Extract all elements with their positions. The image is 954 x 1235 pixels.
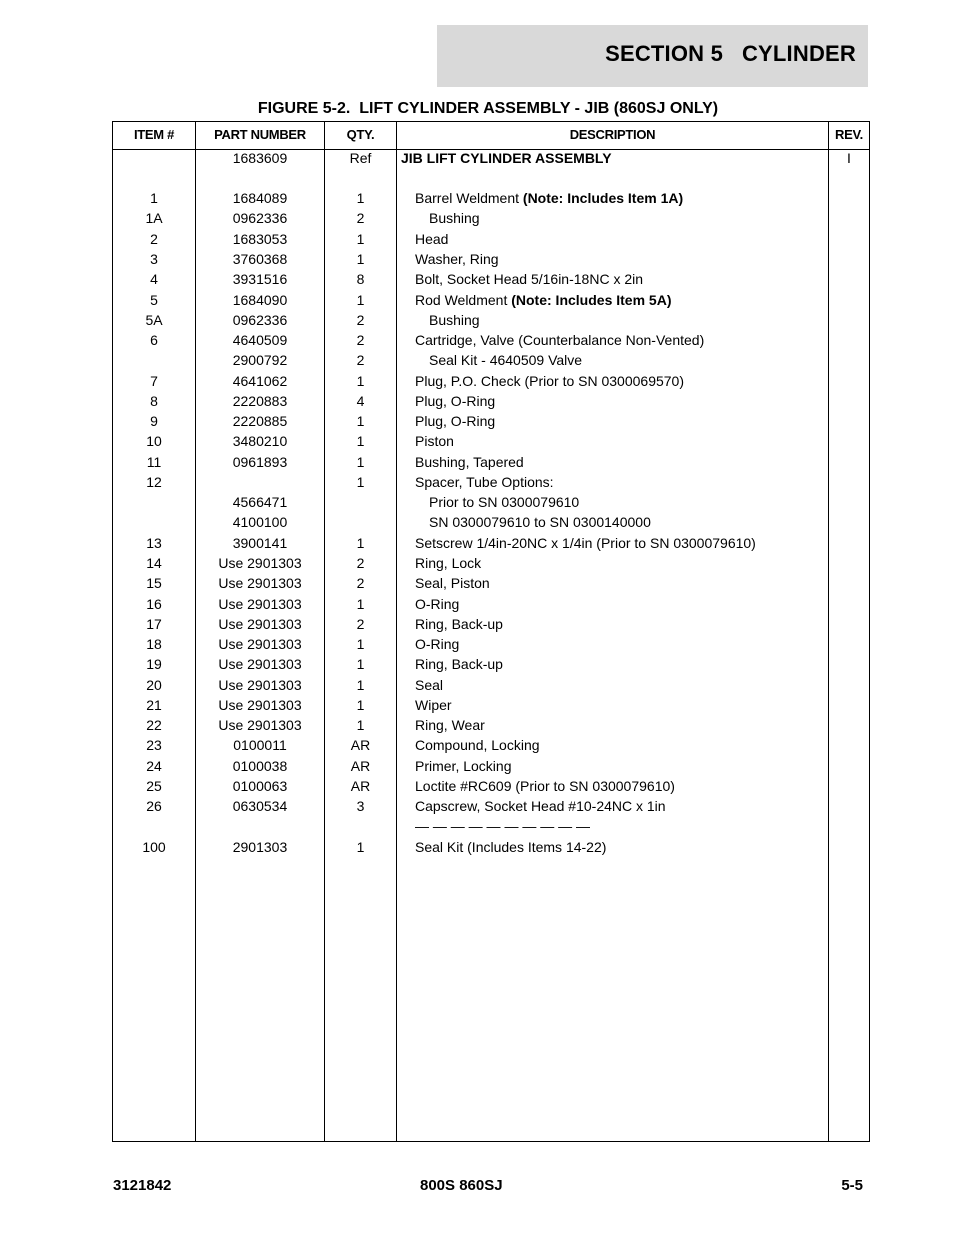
quantity: 1 [356,433,365,449]
figure-title: FIGURE 5-2. LIFT CYLINDER ASSEMBLY - JIB (860SJ ONLY) [257,100,719,117]
description-text: Barrel Weldment [415,190,523,206]
description [415,330,825,350]
description-text: Ring, Back-up [415,616,503,632]
table-row [113,229,869,249]
header-item: ITEM # [133,127,175,142]
item-number: 6 [150,332,158,348]
description [415,229,825,249]
part-number: 3480210 [232,433,288,449]
description [415,816,825,836]
description [429,492,839,512]
item-number: 4 [150,271,158,287]
table-row [113,269,869,289]
item-number: 26 [146,798,162,814]
item-number: 23 [146,737,162,753]
quantity: Ref [349,150,372,166]
description [415,188,825,208]
part-number: 1684090 [232,292,288,308]
part-number: 2900792 [232,352,288,368]
description [401,148,811,168]
part-number: 1683053 [232,231,288,247]
description-text: Head [415,231,449,247]
item-number: 100 [142,839,166,855]
description [415,654,825,674]
quantity: 2 [356,210,365,226]
description-text: Plug, O-Ring [415,393,496,409]
part-number: 3760368 [232,251,288,267]
part-number: 0961893 [232,454,288,470]
item-number: 15 [146,575,162,591]
description-text: Compound, Locking [415,737,540,753]
quantity: 1 [356,190,365,206]
part-number: 3931516 [232,271,288,287]
table-row [113,512,869,532]
table-row [113,431,869,451]
header-part-number: PART NUMBER [214,127,306,142]
description [415,290,825,310]
item-number: 11 [146,454,162,470]
description-text: Cartridge, Valve (Counterbalance Non-Vented) [415,332,705,348]
item-number: 21 [146,697,162,713]
description-text: Piston [415,433,454,449]
description-text: Seal [415,677,444,693]
part-number: 0100063 [232,778,288,794]
description [415,391,825,411]
description-text: Setscrew 1/4in-20NC x 1/4in (Prior to SN 0300079610) [415,535,756,551]
part-number: Use 2901303 [218,575,302,591]
description-text: Bushing, Tapered [415,454,524,470]
description [415,735,825,755]
part-number: Use 2901303 [218,677,302,693]
quantity: 1 [356,677,365,693]
description [415,594,825,614]
table-row [113,330,869,350]
quantity: 1 [356,839,365,855]
table-row [113,533,869,553]
description [415,249,825,269]
description-text: Ring, Lock [415,555,482,571]
part-number: 2220883 [232,393,288,409]
item-number: 17 [146,616,162,632]
table-row [113,735,869,755]
description-text: Rod Weldment [415,292,512,308]
table-row [113,411,869,431]
footer-model: 800S 860SJ [420,1177,503,1194]
part-number: 4566471 [232,494,288,510]
item-number: 16 [146,596,162,612]
description-text: — — — — — — — — — — [415,818,591,834]
table-row [113,249,869,269]
part-number: 1683609 [232,150,288,166]
description [415,837,825,857]
quantity: 2 [356,575,365,591]
description [415,411,825,431]
table-row [113,391,869,411]
quantity: 1 [356,373,365,389]
table-row [113,472,869,492]
description [415,431,825,451]
item-number: 14 [146,555,162,571]
item-number: 1A [145,210,163,226]
description-text: SN 0300079610 to SN 0300140000 [429,514,651,530]
item-number: 5 [150,292,158,308]
parts-table [112,121,870,1142]
part-number: 4640509 [232,332,288,348]
description-text: Bushing [429,312,480,328]
description-text: Loctite #RC609 (Prior to SN 0300079610) [415,778,675,794]
quantity: 2 [356,616,365,632]
table-row [113,756,869,776]
description [429,350,839,370]
item-number: 5A [145,312,163,328]
part-number: 0630534 [232,798,288,814]
header-qty: QTY. [346,127,375,142]
quantity: 1 [356,697,365,713]
quantity: 4 [356,393,365,409]
description-text: Plug, O-Ring [415,413,496,429]
description-text: Seal, Piston [415,575,490,591]
description-text: Wiper [415,697,452,713]
table-row [113,371,869,391]
quantity: 1 [356,474,365,490]
table-row [113,654,869,674]
quantity: 2 [356,332,365,348]
table-row [113,290,869,310]
quantity: 2 [356,352,365,368]
description [429,512,839,532]
table-row [113,594,869,614]
description [415,452,825,472]
table-row [113,796,869,816]
table-row [113,310,869,330]
description-text: Plug, P.O. Check (Prior to SN 0300069570) [415,373,685,389]
item-number: 13 [146,535,162,551]
description [429,310,839,330]
quantity: 1 [356,717,365,733]
description-text: O-Ring [415,636,460,652]
description-text: Capscrew, Socket Head #10-24NC x 1in [415,798,666,814]
table-row [113,188,869,208]
item-number: 10 [146,433,162,449]
revision: I [847,150,851,166]
description [415,371,825,391]
description-text: O-Ring [415,596,460,612]
quantity: 1 [356,292,365,308]
description-note: (Note: Includes Item 1A) [522,190,684,206]
quantity: 2 [356,312,365,328]
description [415,715,825,735]
header-rev: REV. [835,127,863,142]
table-row [113,492,869,512]
part-number: 1684089 [232,190,288,206]
table-row [113,715,869,735]
part-number: 0962336 [232,210,288,226]
description [415,472,825,492]
quantity: 1 [356,656,365,672]
table-row [113,573,869,593]
description-text: Ring, Wear [415,717,485,733]
table-row [113,675,869,695]
quantity: AR [350,758,371,774]
quantity: AR [350,778,371,794]
description-text: Seal Kit (Includes Items 14-22) [415,839,607,855]
table-row [113,837,869,857]
quantity: 1 [356,636,365,652]
description-text: Spacer, Tube Options: [415,474,554,490]
description-text: Ring, Back-up [415,656,503,672]
quantity: 1 [356,251,365,267]
section-title: SECTION 5 CYLINDER [605,41,856,66]
quantity: 3 [356,798,365,814]
table-row [113,208,869,228]
quantity: 1 [356,231,365,247]
item-number: 8 [150,393,158,409]
description [415,533,825,553]
quantity: 1 [356,413,365,429]
section-header-band [437,25,868,87]
description [415,695,825,715]
description [415,573,825,593]
table-row [113,695,869,715]
item-number: 20 [146,677,162,693]
table-row [113,614,869,634]
part-number: 0100038 [232,758,288,774]
description-text: JIB LIFT CYLINDER ASSEMBLY [401,150,612,166]
part-number: Use 2901303 [218,616,302,632]
item-number: 24 [146,758,162,774]
description [415,776,825,796]
part-number: 0100011 [233,737,287,753]
part-number: 2901303 [232,839,288,855]
description [415,796,825,816]
description-note: (Note: Includes Item 5A) [511,292,672,308]
table-row [113,776,869,796]
table-row [113,553,869,573]
item-number: 12 [146,474,162,490]
description-text: Bushing [429,210,480,226]
table-row [113,452,869,472]
part-number: Use 2901303 [218,697,302,713]
part-number: 4100100 [232,514,288,530]
quantity: 1 [356,596,365,612]
header-description: DESCRIPTION [569,127,656,142]
quantity: 8 [356,271,365,287]
item-number: 22 [146,717,162,733]
item-number: 9 [150,413,158,429]
part-number: Use 2901303 [218,555,302,571]
part-number: 0962336 [232,312,288,328]
table-row [113,634,869,654]
description-text: Bolt, Socket Head 5/16in-18NC x 2in [415,271,644,287]
description-text: Seal Kit - 4640509 Valve [429,352,583,368]
part-number: Use 2901303 [218,636,302,652]
footer-page-number: 5-5 [841,1177,863,1194]
item-number: 25 [146,778,162,794]
description-text: Prior to SN 0300079610 [429,494,580,510]
quantity: 1 [356,535,365,551]
description [415,634,825,654]
table-row [113,350,869,370]
part-number: 4641062 [232,373,288,389]
part-number: Use 2901303 [218,717,302,733]
item-number: 2 [150,231,158,247]
part-number: 2220885 [232,413,288,429]
part-number: Use 2901303 [218,596,302,612]
description [415,756,825,776]
part-number: Use 2901303 [218,656,302,672]
item-number: 3 [150,251,158,267]
description [415,675,825,695]
quantity: 1 [356,454,365,470]
item-number: 18 [146,636,162,652]
item-number: 1 [150,190,158,206]
table-row [113,816,869,836]
part-number: 3900141 [232,535,288,551]
description [415,269,825,289]
footer-doc-number: 3121842 [113,1177,172,1194]
quantity: 2 [356,555,365,571]
table-row [113,148,869,168]
description [429,208,839,228]
description [415,553,825,573]
item-number: 19 [146,656,162,672]
description-text: Primer, Locking [415,758,512,774]
item-number: 7 [150,373,158,389]
quantity: AR [350,737,371,753]
description-text: Washer, Ring [415,251,499,267]
description [415,614,825,634]
